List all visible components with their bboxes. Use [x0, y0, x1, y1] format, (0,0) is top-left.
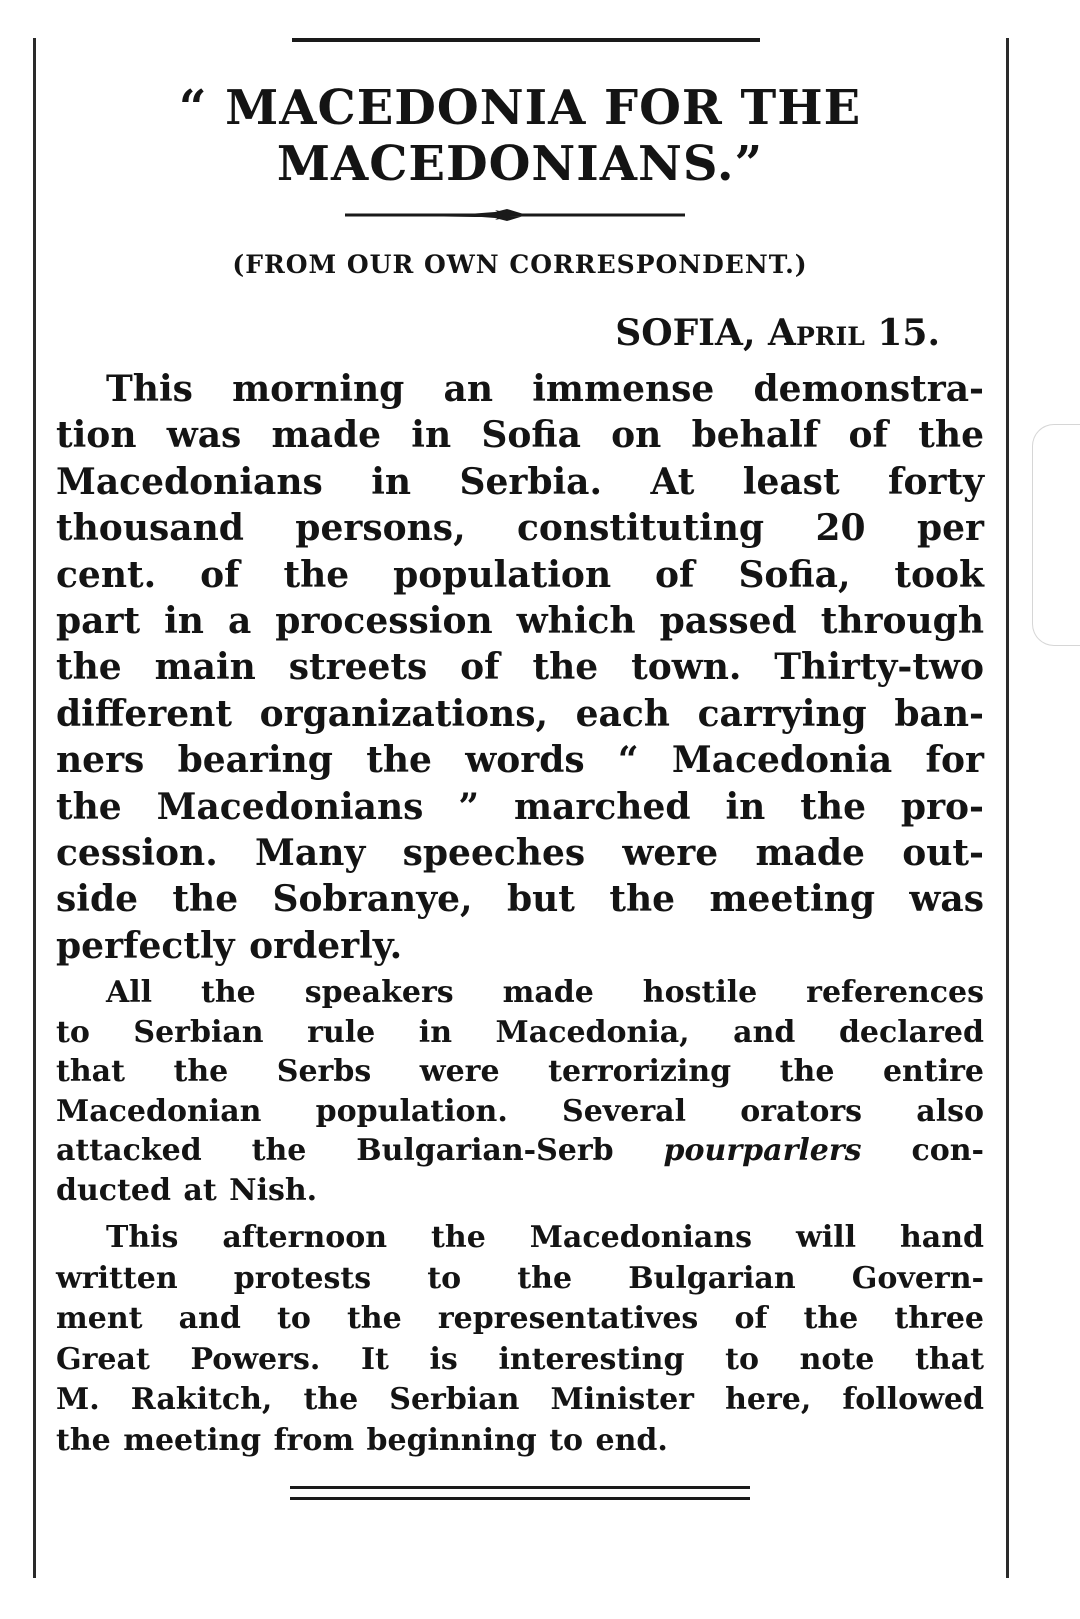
text-line: Macedonian population. Several orators also [56, 1093, 984, 1129]
bottom-rule-lower [290, 1497, 750, 1500]
text-line: cent. of the population of Sofia, took [56, 553, 984, 596]
text-line: side the Sobranye, but the meeting was [56, 878, 984, 921]
byline: (FROM OUR OWN CORRESPONDENT.) [232, 250, 808, 279]
text-line: the main streets of the town. Thirty-two [56, 646, 984, 689]
text-line: the meeting from beginning to end. [56, 1422, 668, 1458]
dateline [615, 312, 940, 354]
text-line: written protests to the Bulgarian Govern- [56, 1260, 984, 1296]
text-line: thousand persons, constituting 20 per [56, 507, 984, 550]
text-line: that the Serbs were terrorizing the entire [56, 1054, 984, 1090]
right-column-rule [1006, 38, 1009, 1578]
article-body [56, 366, 984, 1461]
dateline-place: SOFIA, [615, 312, 756, 354]
bottom-rule-upper [290, 1486, 750, 1489]
text-segment: attacked the Bulgarian-Serb [56, 1133, 614, 1169]
headline-line-2: MACEDONIANS.” [276, 136, 764, 192]
text-line: the Macedonians ” marched in the pro- [56, 785, 984, 828]
text-line: perfectly orderly. [56, 924, 403, 967]
text-line: to Serbian rule in Macedonia, and declared [56, 1014, 984, 1050]
text-line: ducted at Nish. [56, 1172, 318, 1208]
text-line: This afternoon the Macedonians will hand [106, 1220, 984, 1256]
paragraph-1 [56, 366, 984, 969]
dateline-date: April 15. [768, 312, 940, 354]
text-line: All the speakers made hostile references [106, 975, 984, 1011]
text-segment: con- [911, 1133, 984, 1169]
paragraph-2 [56, 973, 984, 1210]
text-line: Macedonians in Serbia. At least forty [56, 460, 984, 503]
paragraph-3 [56, 1218, 984, 1461]
scroll-handle-tab[interactable] [1032, 424, 1080, 646]
headline-ornament-rule [345, 208, 685, 222]
headline-line-1: “ MACEDONIA FOR THE [178, 80, 862, 136]
top-rule [292, 38, 760, 42]
italic-term: pourparlers [663, 1133, 862, 1169]
left-column-rule [33, 38, 36, 1578]
text-line: ners bearing the words “ Macedonia for [56, 739, 984, 782]
headline [60, 80, 980, 192]
text-line [56, 1131, 984, 1171]
text-line: M. Rakitch, the Serbian Minister here, followed [56, 1382, 984, 1418]
text-line: cession. Many speeches were made out- [56, 832, 984, 875]
text-line: Great Powers. It is interesting to note that [56, 1341, 984, 1377]
text-line: ment and to the representatives of the three [56, 1301, 984, 1337]
text-line: different organizations, each carrying ban- [56, 692, 984, 735]
text-line: tion was made in Sofia on behalf of the [56, 414, 984, 457]
text-line: This morning an immense demonstra- [106, 368, 984, 410]
text-line: part in a procession which passed through [56, 600, 984, 643]
